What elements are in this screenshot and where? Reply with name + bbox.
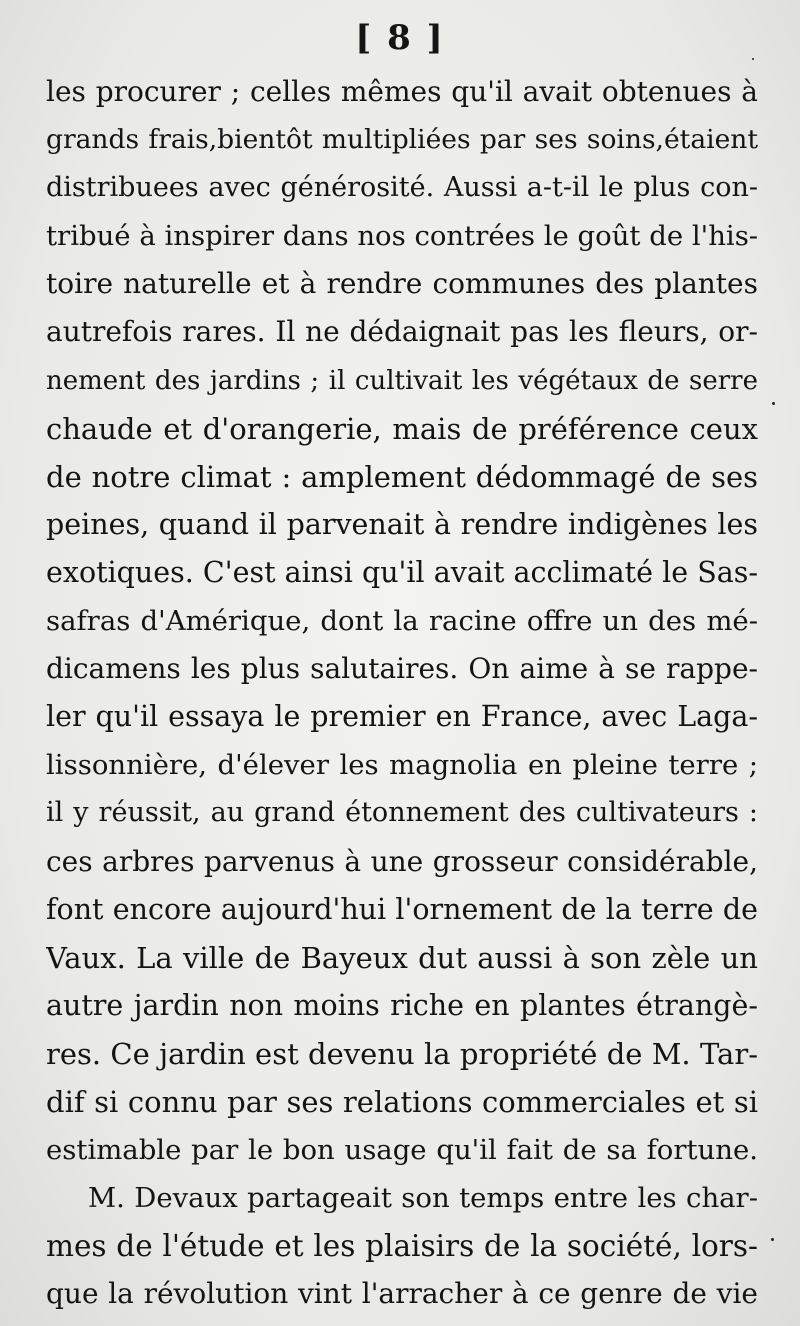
text-line: grands frais,bientôt multipliées par ses soins,étaient bbox=[46, 124, 758, 156]
text-line: il y réussit, au grand étonnement des cultivateurs : bbox=[46, 797, 758, 829]
text-line: ler qu'il essaya le premier en France, avec Laga- bbox=[46, 700, 758, 734]
text-line: de notre climat : amplement dédommagé de ses bbox=[46, 459, 758, 494]
text-line: peines, quand il parvenait à rendre indigènes les bbox=[46, 507, 758, 541]
text-line: res. Ce jardin est devenu la propriété de M. Tar- bbox=[46, 1036, 758, 1071]
ink-speck bbox=[752, 58, 754, 60]
text-line: nement des jardins ; il cultivait les végétaux de serre bbox=[46, 365, 758, 396]
text-line: font encore aujourd'hui l'ornement de la terre de bbox=[46, 892, 758, 926]
ink-speck bbox=[771, 1238, 774, 1241]
text-line: autre jardin non moins riche en plantes étrangè- bbox=[46, 988, 758, 1022]
ink-speck bbox=[772, 402, 775, 405]
text-line: dif si connu par ses relations commerciales et si bbox=[46, 1084, 758, 1119]
text-line: les procurer ; celles mêmes qu'il avait obtenues à bbox=[46, 75, 758, 108]
body-text bbox=[46, 68, 758, 1318]
text-line: tribué à inspirer dans nos contrées le goût de l'his- bbox=[46, 220, 758, 253]
text-line: autrefois rares. Il ne dédaignait pas les fleurs, or- bbox=[46, 315, 758, 349]
text-line: dicamens les plus salutaires. On aime à se rappe- bbox=[46, 652, 758, 686]
paragraph-start-line: M. Devaux partageait son temps entre les char- bbox=[88, 1182, 758, 1215]
text-line: toire naturelle et à rendre communes des plantes bbox=[46, 267, 758, 301]
text-line: Vaux. La ville de Bayeux dut aussi à son zèle un bbox=[46, 940, 758, 975]
text-line: lissonnière, d'élever les magnolia en pleine terre ; bbox=[46, 749, 758, 782]
text-line: safras d'Amérique, dont la racine offre un des mé- bbox=[46, 605, 758, 638]
text-line: que la révolution vint l'arracher à ce genre de vie bbox=[46, 1277, 758, 1311]
text-line: chaude et d'orangerie, mais de préférence ceux bbox=[46, 411, 758, 446]
text-line: ces arbres parvenus à une grosseur considérable, bbox=[46, 844, 758, 878]
text-line: exotiques. C'est ainsi qu'il avait acclimaté le Sas- bbox=[46, 555, 758, 589]
text-line: estimable par le bon usage qu'il fait de sa fortune. bbox=[46, 1134, 758, 1167]
text-line: distribuees avec générosité. Aussi a-t-il le plus con- bbox=[46, 172, 758, 204]
text-line: mes de l'étude et les plaisirs de la société, lors- bbox=[46, 1229, 758, 1264]
page-number: [ 8 ] bbox=[355, 18, 445, 58]
